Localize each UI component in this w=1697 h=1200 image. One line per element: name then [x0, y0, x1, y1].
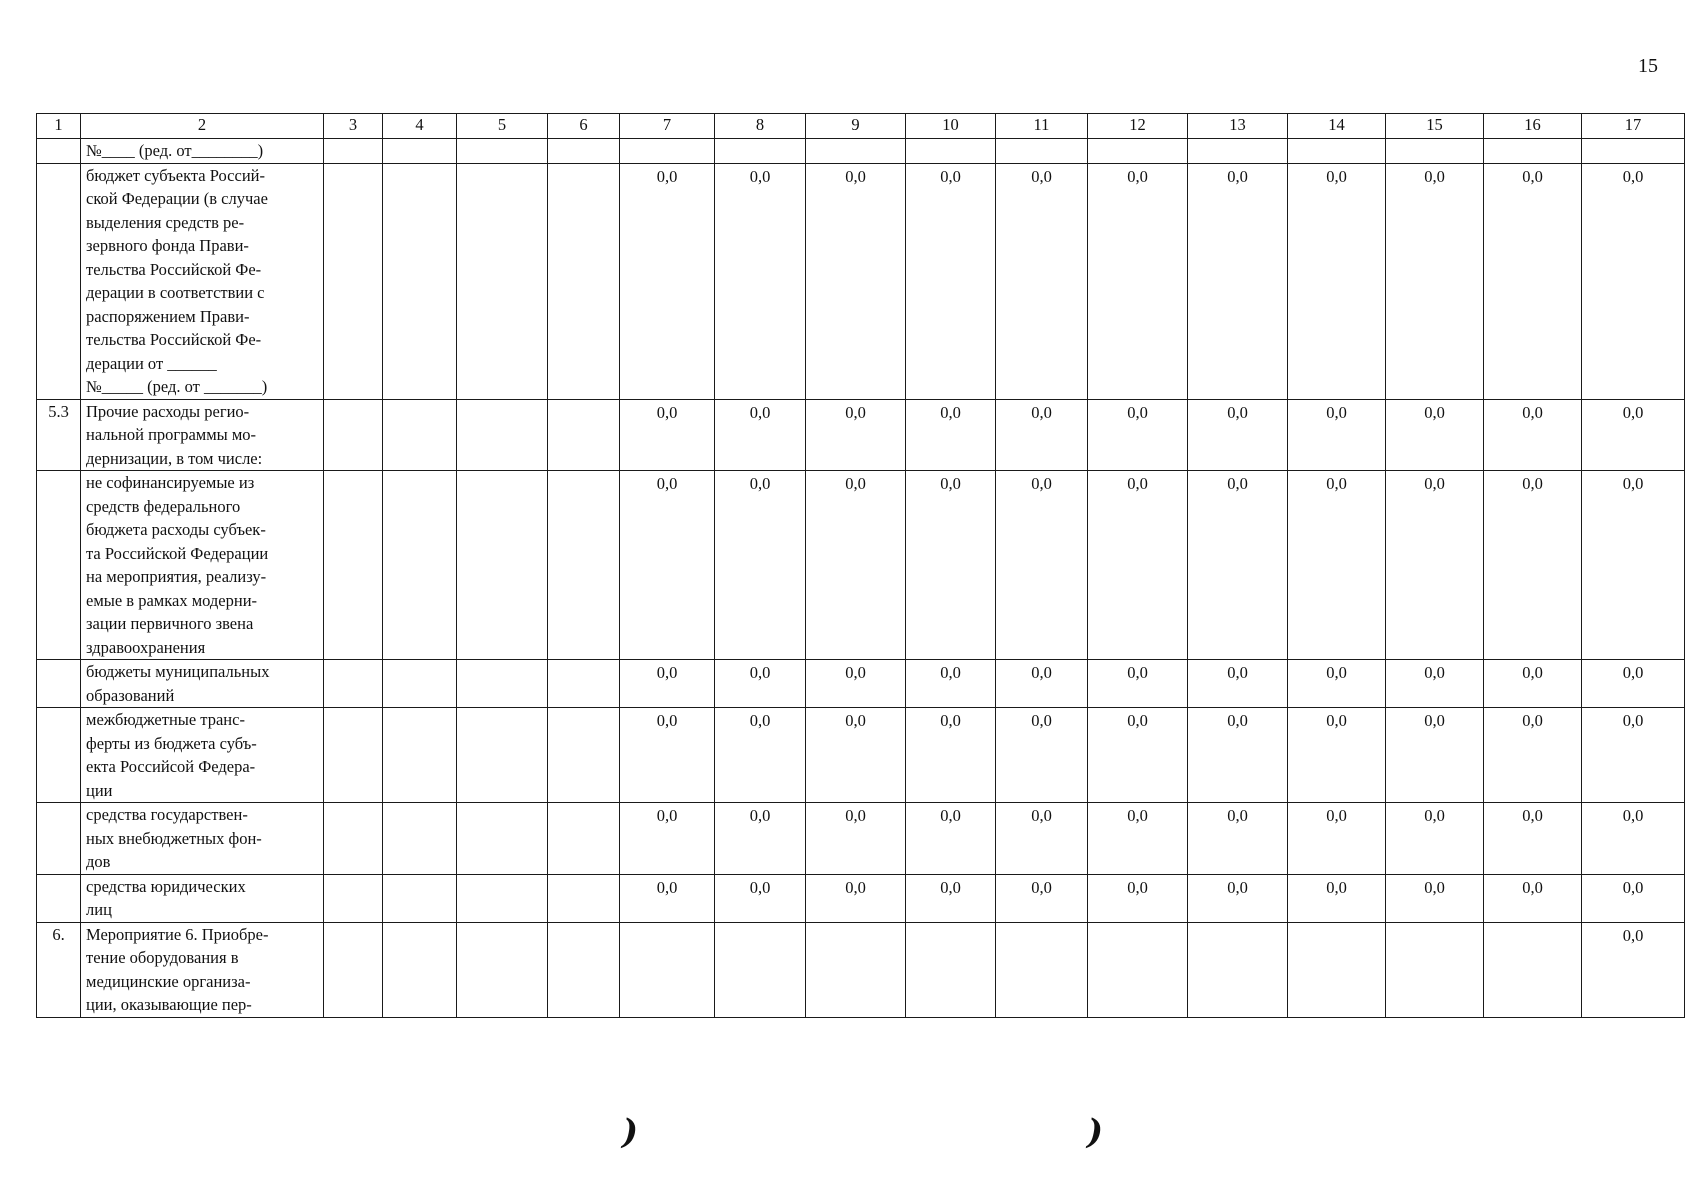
value-cell [1088, 922, 1188, 1017]
empty-cell [457, 163, 548, 399]
value-cell: 0,0 [1582, 471, 1685, 660]
value-cell: 0,0 [620, 874, 715, 922]
value-cell: 0,0 [1386, 399, 1484, 471]
value-cell [715, 139, 806, 164]
value-cell: 0,0 [1088, 874, 1188, 922]
value-cell: 0,0 [806, 803, 906, 875]
value-cell: 0,0 [806, 471, 906, 660]
value-cell: 0,0 [620, 660, 715, 708]
value-cell: 0,0 [996, 803, 1088, 875]
value-cell [806, 922, 906, 1017]
empty-cell [324, 874, 383, 922]
value-cell: 0,0 [806, 708, 906, 803]
row-index: 5.3 [37, 399, 81, 471]
value-cell: 0,0 [1582, 399, 1685, 471]
table-row [37, 399, 1685, 471]
empty-cell [383, 163, 457, 399]
row-index [37, 139, 81, 164]
header-cell: 2 [81, 114, 324, 139]
empty-cell [383, 803, 457, 875]
table-row [37, 922, 1685, 1017]
value-cell: 0,0 [1582, 803, 1685, 875]
value-cell [1288, 922, 1386, 1017]
empty-cell [457, 660, 548, 708]
empty-cell [324, 660, 383, 708]
header-cell: 11 [996, 114, 1088, 139]
value-cell: 0,0 [1288, 708, 1386, 803]
value-cell: 0,0 [806, 399, 906, 471]
table-row [37, 163, 1685, 399]
row-description: не софинансируемые из средств федерального бюджета расходы субъек- та Российской Федерации на мероприятия, реализу- емые в рамках модерни- зации первичного звена здравоохранения [81, 471, 324, 660]
value-cell: 0,0 [1288, 399, 1386, 471]
value-cell: 0,0 [906, 803, 996, 875]
value-cell: 0,0 [1088, 399, 1188, 471]
value-cell: 0,0 [1484, 708, 1582, 803]
empty-cell [324, 139, 383, 164]
value-cell [1386, 922, 1484, 1017]
row-index [37, 163, 81, 399]
header-cell: 4 [383, 114, 457, 139]
header-cell: 15 [1386, 114, 1484, 139]
header-row [37, 114, 1685, 139]
header-cell: 9 [806, 114, 906, 139]
header-cell: 16 [1484, 114, 1582, 139]
header-cell: 17 [1582, 114, 1685, 139]
value-cell: 0,0 [1088, 803, 1188, 875]
value-cell: 0,0 [715, 399, 806, 471]
value-cell [1188, 922, 1288, 1017]
value-cell: 0,0 [1188, 471, 1288, 660]
empty-cell [457, 471, 548, 660]
empty-cell [457, 139, 548, 164]
empty-cell [457, 399, 548, 471]
value-cell [1582, 139, 1685, 164]
value-cell: 0,0 [906, 708, 996, 803]
row-description: Мероприятие 6. Приобре- тение оборудования в медицинские организа- ции, оказывающие пер- [81, 922, 324, 1017]
value-cell: 0,0 [906, 399, 996, 471]
row-description: средства юридических лиц [81, 874, 324, 922]
value-cell: 0,0 [1288, 163, 1386, 399]
value-cell: 0,0 [620, 803, 715, 875]
margin-mark-left: ) [622, 1112, 639, 1152]
empty-cell [548, 399, 620, 471]
value-cell: 0,0 [1484, 874, 1582, 922]
value-cell: 0,0 [1386, 803, 1484, 875]
empty-cell [383, 660, 457, 708]
value-cell: 0,0 [996, 163, 1088, 399]
value-cell: 0,0 [906, 163, 996, 399]
empty-cell [457, 874, 548, 922]
value-cell: 0,0 [996, 708, 1088, 803]
value-cell: 0,0 [906, 471, 996, 660]
value-cell: 0,0 [1288, 660, 1386, 708]
value-cell: 0,0 [715, 660, 806, 708]
value-cell: 0,0 [1188, 163, 1288, 399]
header-cell: 13 [1188, 114, 1288, 139]
value-cell: 0,0 [1188, 803, 1288, 875]
row-description: бюджеты муниципальных образований [81, 660, 324, 708]
table-row [37, 139, 1685, 164]
value-cell: 0,0 [996, 874, 1088, 922]
value-cell: 0,0 [1386, 471, 1484, 660]
value-cell: 0,0 [715, 708, 806, 803]
header-cell: 14 [1288, 114, 1386, 139]
value-cell: 0,0 [1484, 803, 1582, 875]
value-cell: 0,0 [1484, 399, 1582, 471]
table-row [37, 874, 1685, 922]
value-cell: 0,0 [1088, 471, 1188, 660]
row-description: Прочие расходы регио- нальной программы мо- дернизации, в том числе: [81, 399, 324, 471]
value-cell: 0,0 [620, 399, 715, 471]
row-description: средства государствен- ных внебюджетных фон- дов [81, 803, 324, 875]
header-cell: 8 [715, 114, 806, 139]
empty-cell [383, 708, 457, 803]
empty-cell [383, 139, 457, 164]
row-description: №____ (ред. от________) [81, 139, 324, 164]
value-cell [996, 922, 1088, 1017]
row-index [37, 708, 81, 803]
value-cell: 0,0 [1484, 660, 1582, 708]
table-row [37, 471, 1685, 660]
financing-table [36, 113, 1685, 1018]
row-index [37, 803, 81, 875]
value-cell: 0,0 [620, 708, 715, 803]
value-cell: 0,0 [1582, 708, 1685, 803]
empty-cell [548, 471, 620, 660]
value-cell: 0,0 [1188, 708, 1288, 803]
value-cell: 0,0 [1386, 163, 1484, 399]
value-cell [620, 139, 715, 164]
value-cell: 0,0 [715, 874, 806, 922]
empty-cell [548, 708, 620, 803]
empty-cell [548, 139, 620, 164]
empty-cell [457, 708, 548, 803]
empty-cell [324, 922, 383, 1017]
value-cell: 0,0 [715, 803, 806, 875]
value-cell: 0,0 [620, 471, 715, 660]
empty-cell [548, 803, 620, 875]
value-cell [806, 139, 906, 164]
value-cell: 0,0 [806, 874, 906, 922]
row-index [37, 874, 81, 922]
empty-cell [324, 471, 383, 660]
value-cell: 0,0 [1484, 163, 1582, 399]
margin-mark-right: ) [1087, 1112, 1104, 1152]
value-cell: 0,0 [715, 163, 806, 399]
value-cell: 0,0 [1386, 708, 1484, 803]
value-cell: 0,0 [1582, 874, 1685, 922]
empty-cell [548, 874, 620, 922]
value-cell [906, 922, 996, 1017]
empty-cell [548, 922, 620, 1017]
value-cell [715, 922, 806, 1017]
empty-cell [383, 399, 457, 471]
value-cell [1386, 139, 1484, 164]
value-cell [1484, 922, 1582, 1017]
row-index [37, 660, 81, 708]
value-cell: 0,0 [715, 471, 806, 660]
value-cell [996, 139, 1088, 164]
row-description: межбюджетные транс- ферты из бюджета субъ- екта Российсой Федера- ции [81, 708, 324, 803]
value-cell: 0,0 [1484, 471, 1582, 660]
empty-cell [457, 803, 548, 875]
empty-cell [324, 399, 383, 471]
value-cell: 0,0 [996, 471, 1088, 660]
value-cell: 0,0 [1188, 399, 1288, 471]
value-cell: 0,0 [1188, 874, 1288, 922]
value-cell: 0,0 [1288, 874, 1386, 922]
value-cell: 0,0 [1088, 708, 1188, 803]
empty-cell [324, 803, 383, 875]
empty-cell [324, 708, 383, 803]
page-number: 15 [1638, 55, 1658, 77]
empty-cell [383, 471, 457, 660]
empty-cell [383, 922, 457, 1017]
empty-cell [324, 163, 383, 399]
table-row [37, 708, 1685, 803]
empty-cell [548, 163, 620, 399]
value-cell: 0,0 [996, 660, 1088, 708]
value-cell: 0,0 [1188, 660, 1288, 708]
value-cell: 0,0 [806, 163, 906, 399]
header-cell: 12 [1088, 114, 1188, 139]
value-cell: 0,0 [1386, 874, 1484, 922]
empty-cell [548, 660, 620, 708]
value-cell [906, 139, 996, 164]
value-cell: 0,0 [1288, 803, 1386, 875]
value-cell: 0,0 [906, 660, 996, 708]
value-cell: 0,0 [906, 874, 996, 922]
header-cell: 1 [37, 114, 81, 139]
value-cell [1188, 139, 1288, 164]
header-cell: 6 [548, 114, 620, 139]
value-cell: 0,0 [996, 399, 1088, 471]
empty-cell [383, 874, 457, 922]
value-cell: 0,0 [1386, 660, 1484, 708]
header-cell: 10 [906, 114, 996, 139]
row-index [37, 471, 81, 660]
empty-cell [457, 922, 548, 1017]
header-cell: 7 [620, 114, 715, 139]
value-cell: 0,0 [1088, 660, 1188, 708]
value-cell: 0,0 [1088, 163, 1188, 399]
table-row [37, 803, 1685, 875]
row-description: бюджет субъекта Россий- ской Федерации (в случае выделения средств ре- зервного фонда Прави- тельства Российской Фе- дерации в соответствии с распоряжением Прави- тельства Российской Фе- дерации от ______ №_____ (ред. от _______) [81, 163, 324, 399]
header-cell: 3 [324, 114, 383, 139]
value-cell [620, 922, 715, 1017]
value-cell: 0,0 [1582, 660, 1685, 708]
value-cell [1484, 139, 1582, 164]
value-cell: 0,0 [1288, 471, 1386, 660]
value-cell [1088, 139, 1188, 164]
value-cell: 0,0 [620, 163, 715, 399]
value-cell [1288, 139, 1386, 164]
value-cell: 0,0 [1582, 163, 1685, 399]
row-index: 6. [37, 922, 81, 1017]
header-cell: 5 [457, 114, 548, 139]
value-cell: 0,0 [1582, 922, 1685, 1017]
table-row [37, 660, 1685, 708]
value-cell: 0,0 [806, 660, 906, 708]
